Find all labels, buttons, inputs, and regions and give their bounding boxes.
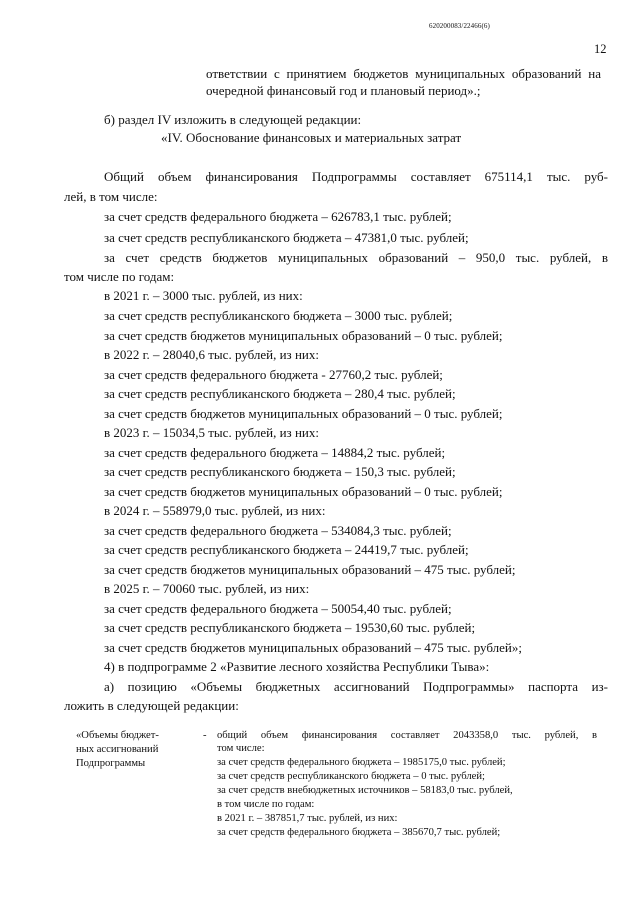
table-label-line-2: ных ассигнований — [76, 744, 159, 755]
year-2024-title: в 2024 г. – 558979,0 тыс. рублей, из них: — [104, 503, 326, 518]
year-2022-line: за счет средств федерального бюджета - 27760,2 тыс. рублей; — [104, 367, 443, 382]
year-2025-line: за счет средств федерального бюджета – 50054,40 тыс. рублей; — [104, 601, 452, 616]
table-label-line-1: «Объемы бюджет- — [76, 730, 159, 741]
item-4a-line-1: а) позицию «Объемы бюджетных ассигнований Подпрограммы» паспорта из- — [104, 679, 608, 694]
table-value-line: в 2021 г. – 387851,7 тыс. рублей, из них: — [217, 813, 398, 824]
year-2021-title: в 2021 г. – 3000 тыс. рублей, из них: — [104, 288, 303, 303]
year-2023-line: за счет средств федерального бюджета – 14884,2 тыс. рублей; — [104, 445, 446, 460]
table-dash: - — [203, 730, 207, 741]
federal-budget-line: за счет средств федерального бюджета – 626783,1 тыс. рублей; — [104, 209, 452, 224]
item-4-line: 4) в подпрограмме 2 «Развитие лесного хозяйства Республики Тыва»: — [104, 659, 490, 674]
year-2022-title: в 2022 г. – 28040,6 тыс. рублей, из них: — [104, 347, 319, 362]
section-heading: «IV. Обоснование финансовых и материальных затрат — [161, 130, 462, 145]
year-2023-line: за счет средств бюджетов муниципальных образований – 0 тыс. рублей; — [104, 484, 503, 499]
table-value-line: за счет средств федерального бюджета – 385670,7 тыс. рублей; — [217, 827, 501, 838]
page-number: 12 — [594, 42, 607, 56]
item-4a-line-2: ложить в следующей редакции: — [64, 698, 239, 713]
year-2022-line: за счет средств республиканского бюджета – 280,4 тыс. рублей; — [104, 386, 456, 401]
year-2023-line: за счет средств республиканского бюджета – 150,3 тыс. рублей; — [104, 464, 456, 479]
year-2024-line: за счет средств федерального бюджета – 534084,3 тыс. рублей; — [104, 523, 452, 538]
year-2025-title: в 2025 г. – 70060 тыс. рублей, из них: — [104, 581, 310, 596]
section-b-line: б) раздел IV изложить в следующей редакции: — [104, 112, 362, 127]
year-2021-line: за счет средств бюджетов муниципальных образований – 0 тыс. рублей; — [104, 328, 503, 343]
year-2023-title: в 2023 г. – 15034,5 тыс. рублей, из них: — [104, 425, 319, 440]
total-financing-line-1: Общий объем финансирования Подпрограммы составляет 675114,1 тыс. руб- — [104, 169, 608, 184]
table-value-line: в том числе по годам: — [217, 799, 315, 810]
table-label-line-3: Подпрограммы — [76, 758, 146, 769]
municipal-budget-line-2: том числе по годам: — [64, 269, 175, 284]
table-value-line: за счет средств федерального бюджета – 1985175,0 тыс. рублей; — [217, 757, 506, 768]
table-value-line: за счет средств республиканского бюджета – 0 тыс. рублей; — [217, 771, 485, 782]
municipal-budget-line-1: за счет средств бюджетов муниципальных образований – 950,0 тыс. рублей, в — [104, 250, 608, 265]
year-2022-line: за счет средств бюджетов муниципальных образований – 0 тыс. рублей; — [104, 406, 503, 421]
table-value-line: том числе: — [217, 743, 265, 754]
intro-line-2: очередной финансовый год и плановый период».; — [206, 83, 481, 98]
year-2025-line: за счет средств республиканского бюджета – 19530,60 тыс. рублей; — [104, 620, 476, 635]
intro-line-1: ответствии с принятием бюджетов муниципальных образований на — [206, 66, 601, 81]
document-id: 620200083/22466(6) — [429, 22, 490, 30]
table-value-line: за счет средств внебюджетных источников – 58183,0 тыс. рублей, — [217, 785, 513, 796]
year-2024-line: за счет средств республиканского бюджета – 24419,7 тыс. рублей; — [104, 542, 469, 557]
republic-budget-line: за счет средств республиканского бюджета – 47381,0 тыс. рублей; — [104, 230, 469, 245]
total-financing-line-2: лей, в том числе: — [64, 189, 158, 204]
table-value-line: общий объем финансирования составляет 2043358,0 тыс. рублей, в — [217, 730, 597, 741]
year-2021-line: за счет средств республиканского бюджета – 3000 тыс. рублей; — [104, 308, 453, 323]
year-2025-line: за счет средств бюджетов муниципальных образований – 475 тыс. рублей»; — [104, 640, 522, 655]
year-2024-line: за счет средств бюджетов муниципальных образований – 475 тыс. рублей; — [104, 562, 516, 577]
